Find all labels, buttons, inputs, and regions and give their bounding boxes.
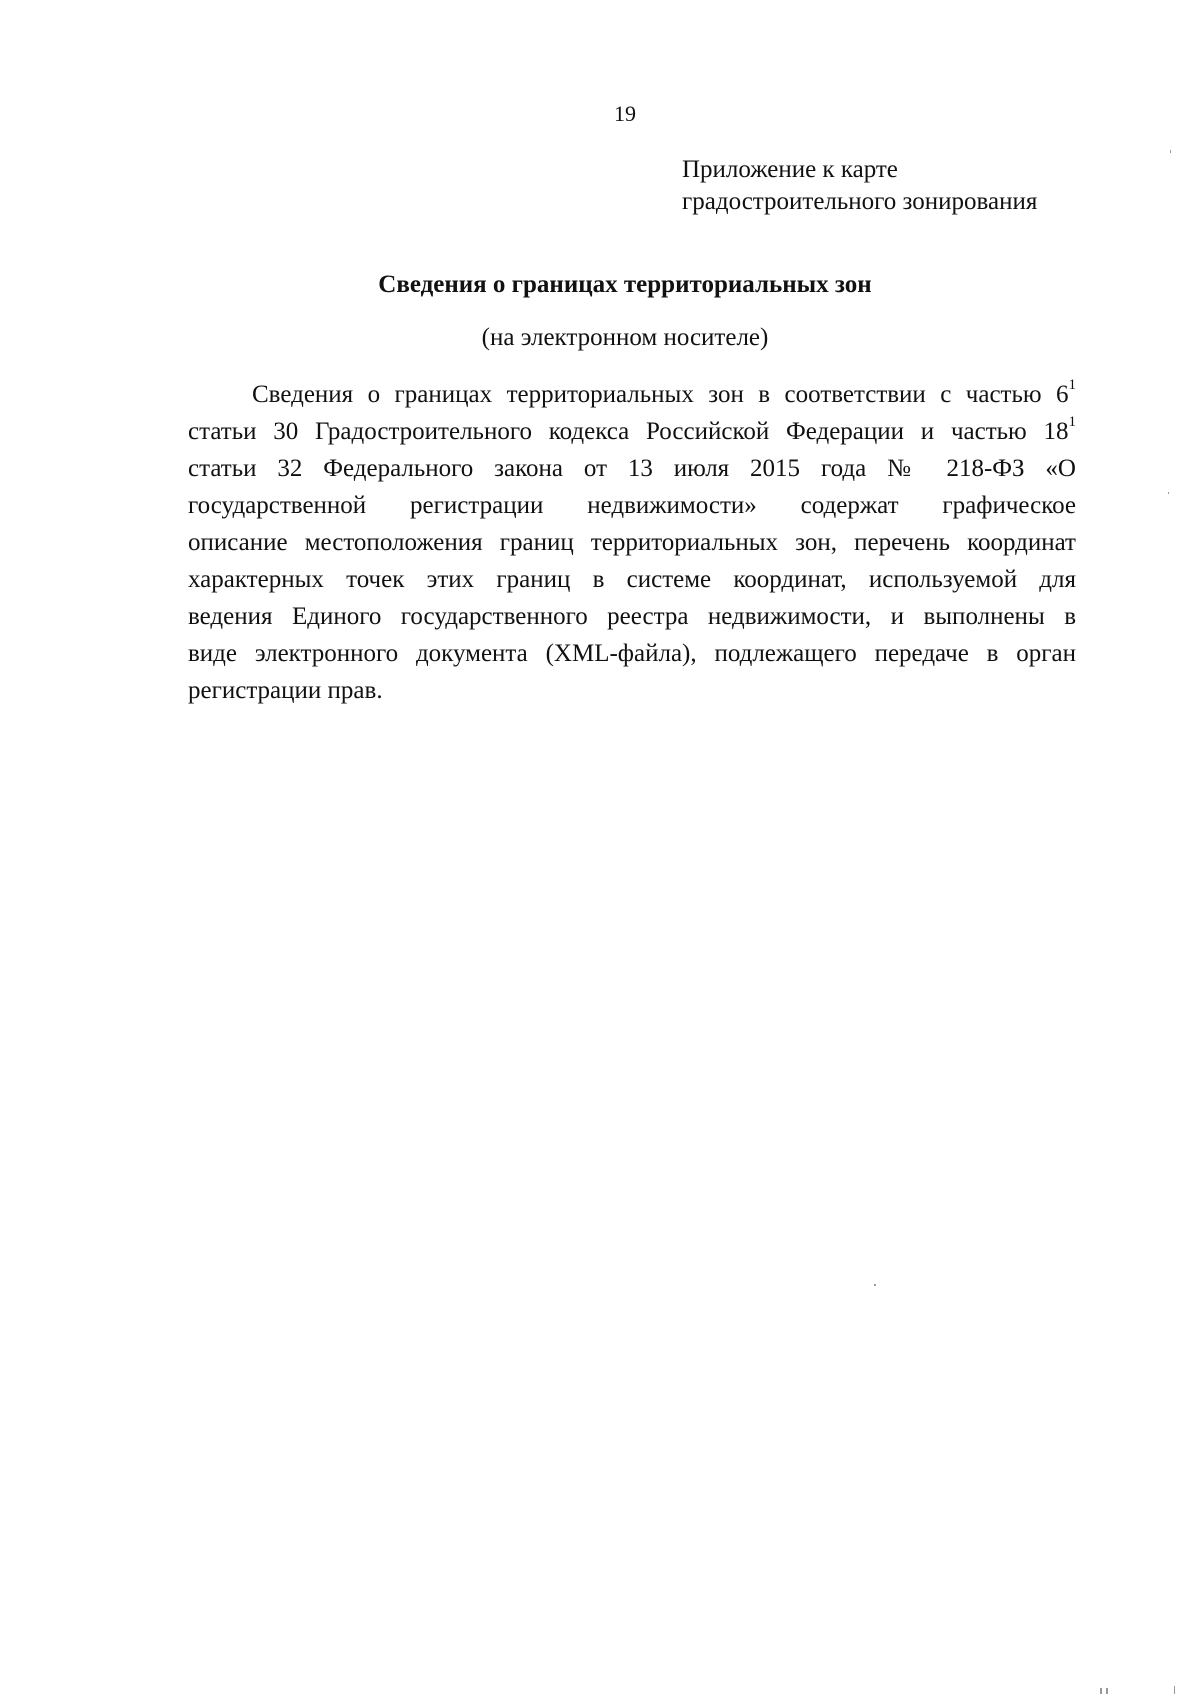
paragraph-line: описание местоположения границ территориальных зон, перечень координат [188,529,1076,556]
paragraph-line: государственной регистрации недвижимости» содержат графическое [188,492,1076,519]
superscript: 1 [1068,376,1076,393]
scan-speck [1174,1686,1175,1694]
appendix-line: Приложение к карте [682,156,898,183]
body-paragraph [188,376,1076,709]
appendix-line: градостроительного зонирования [682,188,1038,215]
scan-speck [1106,1688,1108,1694]
scan-speck [874,1284,876,1286]
scan-speck [1170,150,1171,153]
document-subtitle: (на электронном носителе) [481,324,769,351]
paragraph-line [188,413,1076,450]
paragraph-line: статьи 32 Федерального закона от 13 июля 2015 года № 218-ФЗ «О [188,455,1076,482]
paragraph-line: характерных точек этих границ в системе координат, используемой для [188,566,1076,593]
scan-speck [1168,492,1169,494]
superscript: 1 [1068,413,1076,430]
paragraph-line-text: статьи 30 Градостроительного кодекса Российской Федерации и частью 18 [188,418,1069,445]
paragraph-line-text: Сведения о границах территориальных зон в соответствии с частью 6 [252,381,1069,408]
page-number: 19 [614,101,636,126]
paragraph-line: виде электронного документа (XML-файла), подлежащего передаче в орган [188,640,1076,667]
paragraph-line: регистрации прав. [188,677,383,704]
paragraph-line: ведения Единого государственного реестра недвижимости, и выполнены в [188,603,1076,630]
paragraph-line [188,376,1076,413]
document-title: Сведения о границах территориальных зон [378,271,872,298]
appendix-note [682,154,1102,218]
scan-speck [1100,1688,1102,1694]
